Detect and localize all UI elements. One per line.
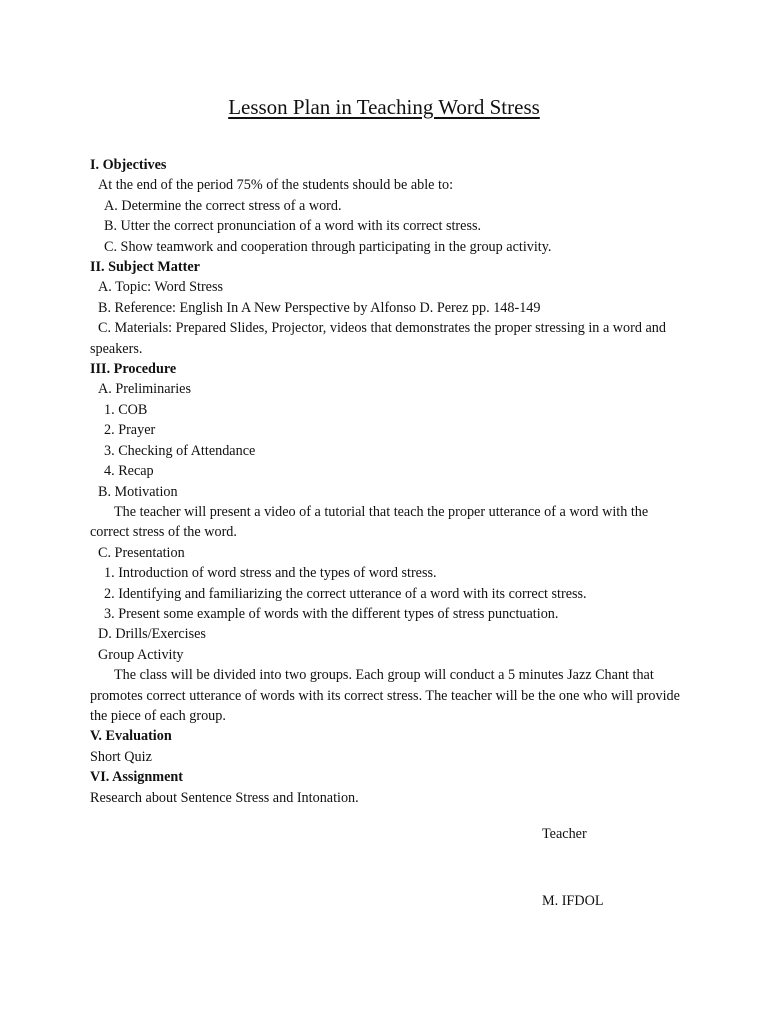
preliminaries-item: 3. Checking of Attendance	[104, 442, 256, 459]
motivation-label: B. Motivation	[98, 483, 178, 500]
presentation-item: 3. Present some example of words with the different types of stress punctuation.	[104, 605, 559, 622]
assignment-text: Research about Sentence Stress and Intonation.	[90, 789, 359, 806]
presentation-item: 1. Introduction of word stress and the types of word stress.	[104, 565, 437, 582]
document-title: Lesson Plan in Teaching Word Stress	[228, 95, 540, 119]
evaluation-text: Short Quiz	[90, 748, 152, 765]
group-activity-label: Group Activity	[98, 646, 184, 663]
assignment-heading: VI. Assignment	[90, 769, 184, 786]
signature-name: M. IFDOL	[542, 893, 604, 909]
preliminaries-item: 2. Prayer	[104, 422, 156, 439]
group-activity-text: The class will be divided into two groups. Each group will conduct a 5 minutes Jazz Chant that promotes correct utterance of words with its correct stress. The teacher will be the one who will provide the piece of each group.	[90, 667, 680, 724]
objectives-intro: At the end of the period 75% of the students should be able to:	[98, 177, 454, 194]
presentation-label: C. Presentation	[98, 544, 185, 561]
preliminaries-label: A. Preliminaries	[98, 381, 191, 398]
procedure-heading: III. Procedure	[90, 361, 177, 378]
drills-label: D. Drills/Exercises	[98, 626, 206, 643]
objective-item: C. Show teamwork and cooperation through participating in the group activity.	[104, 238, 552, 255]
subject-reference: B. Reference: English In A New Perspective by Alfonso D. Perez pp. 148-149	[98, 299, 541, 316]
preliminaries-item: 1. COB	[104, 401, 148, 418]
signature-role: Teacher	[542, 826, 587, 842]
evaluation-heading: V. Evaluation	[90, 728, 172, 745]
motivation-text: The teacher will present a video of a tutorial that teach the proper utterance of a word with the correct stress of the word.	[90, 503, 649, 541]
lesson-plan-body	[90, 155, 680, 808]
subject-matter-heading: II. Subject Matter	[90, 259, 200, 276]
subject-topic: A. Topic: Word Stress	[98, 279, 224, 296]
preliminaries-item: 4. Recap	[104, 463, 154, 480]
subject-materials: C. Materials: Prepared Slides, Projector, videos that demonstrates the proper stressing in a word and speakers.	[90, 320, 666, 357]
objectives-heading: I. Objectives	[90, 157, 167, 173]
objective-item: A. Determine the correct stress of a word.	[104, 197, 342, 214]
objective-item: B. Utter the correct pronunciation of a word with its correct stress.	[104, 218, 482, 235]
presentation-item: 2. Identifying and familiarizing the correct utterance of a word with its correct stress.	[104, 585, 587, 602]
